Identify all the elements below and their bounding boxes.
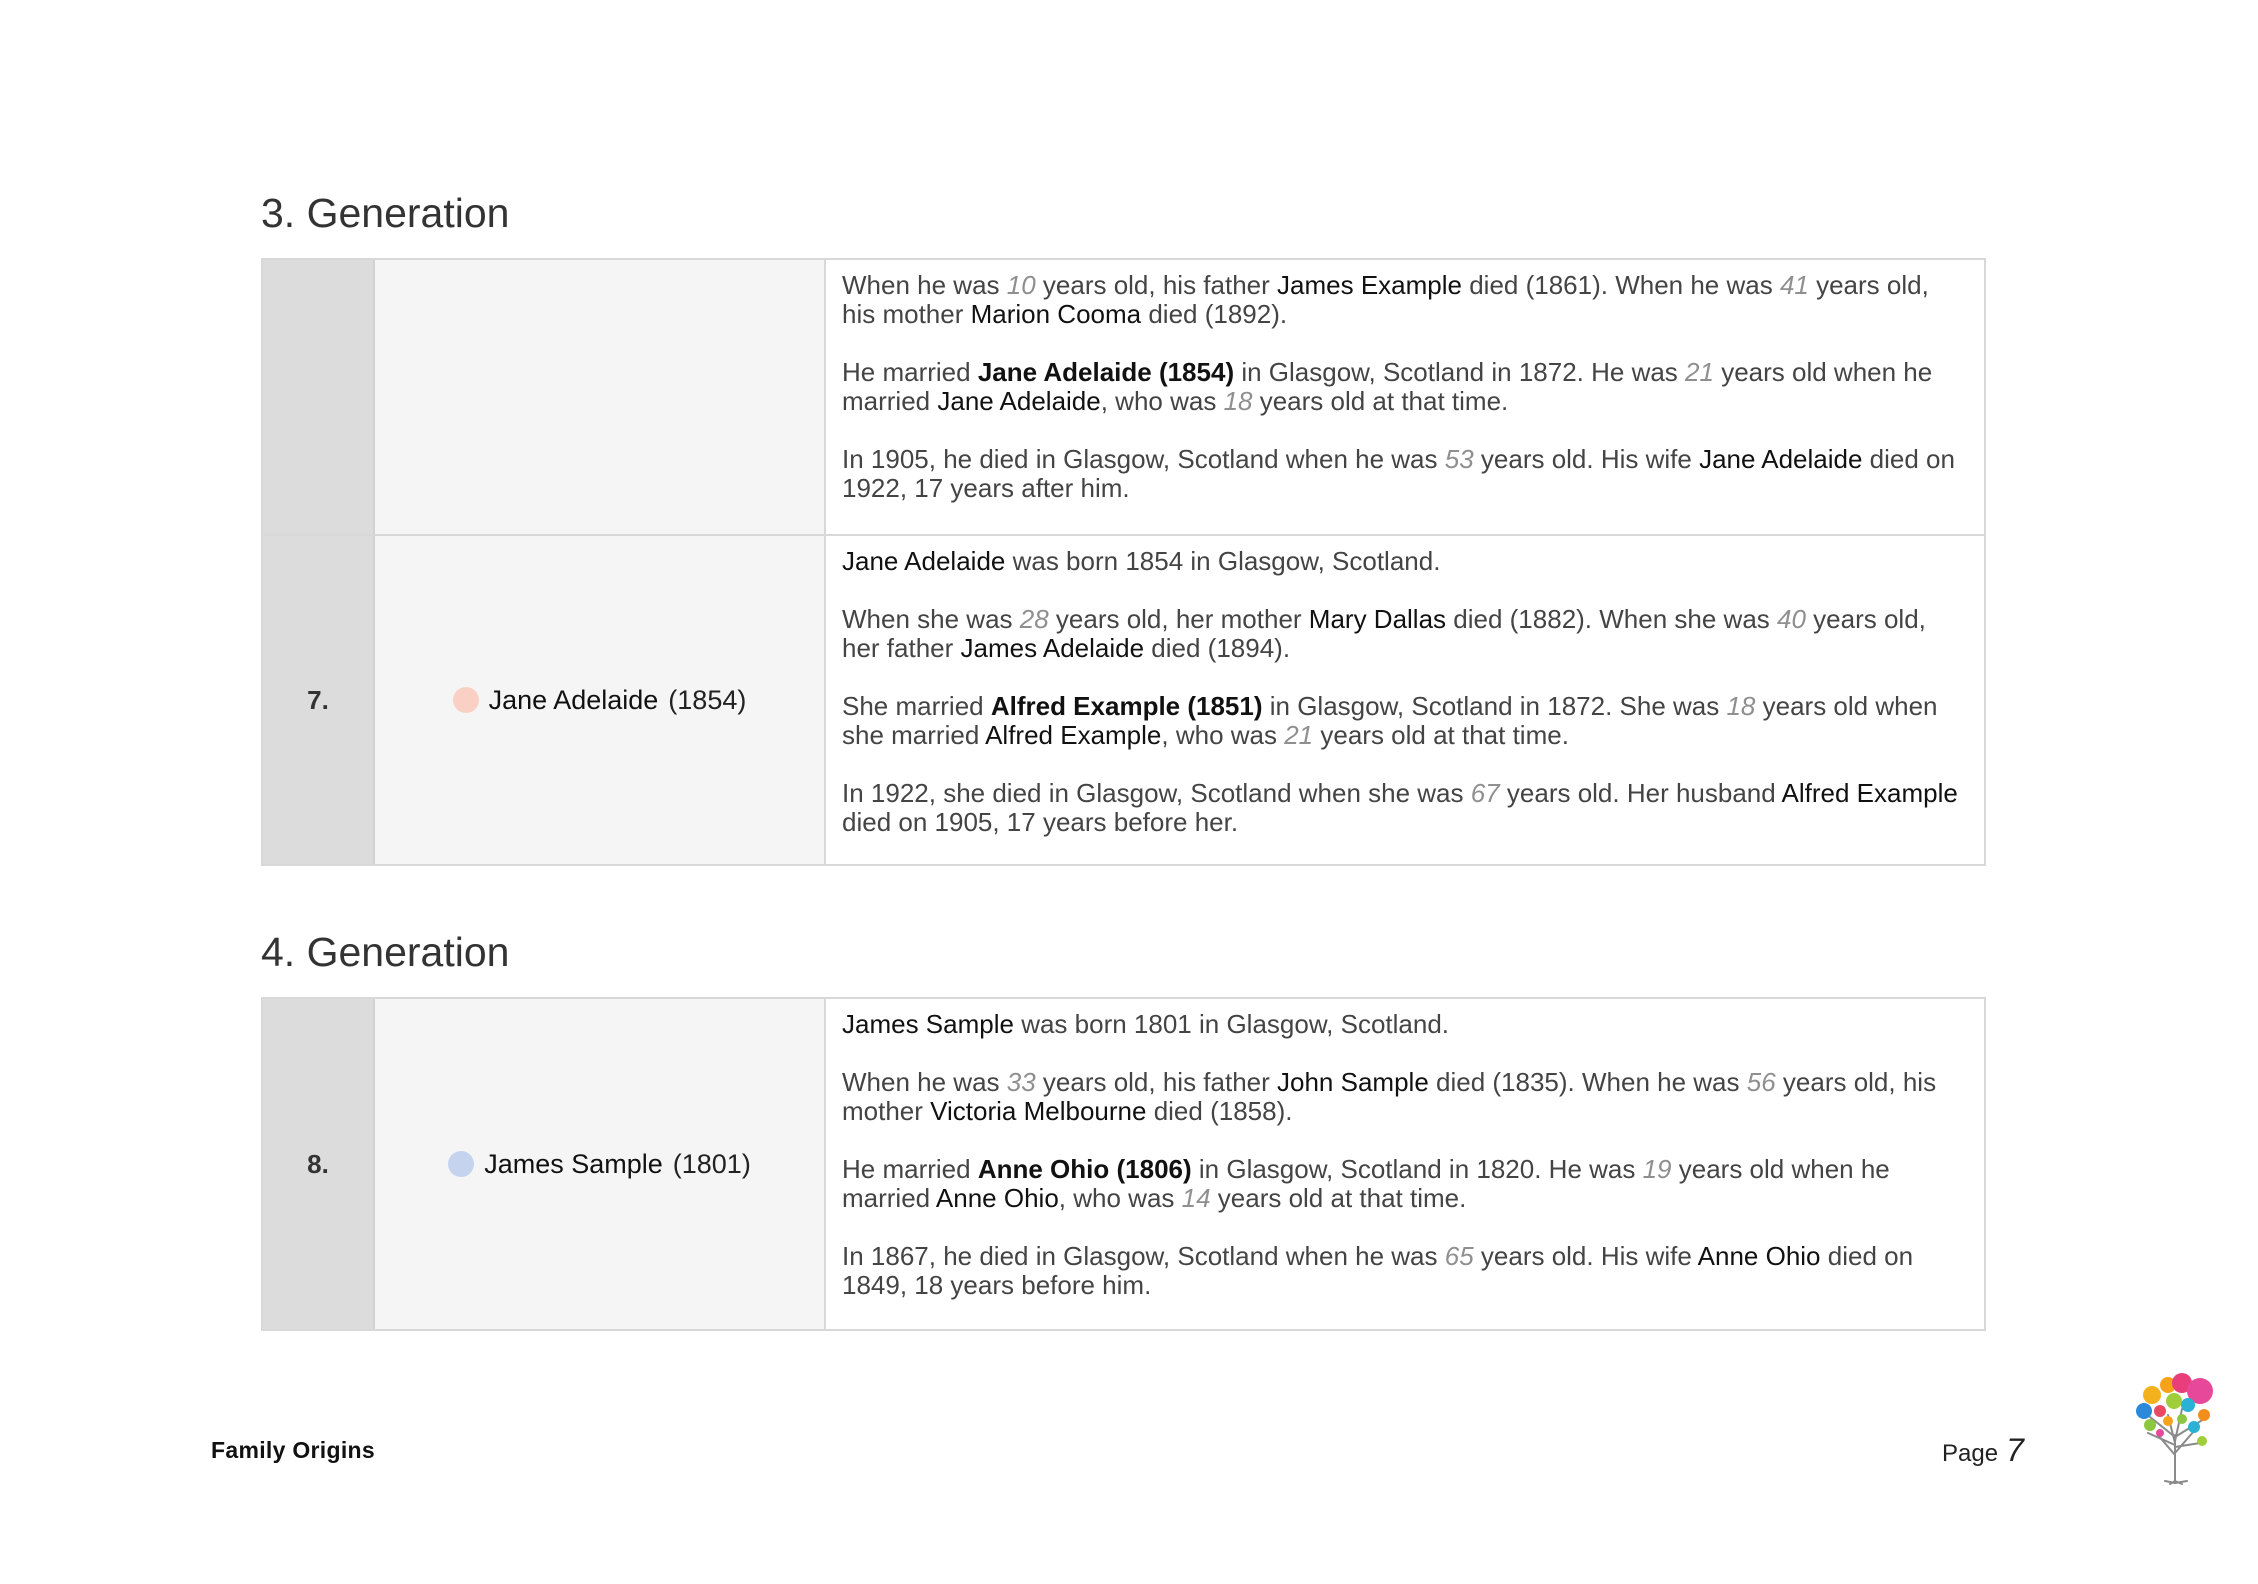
person-link[interactable]: James Adelaide xyxy=(960,633,1145,663)
generation-3-title: 3. Generation xyxy=(261,190,510,236)
biography-text-segment: in Glasgow, Scotland in 1872. She was xyxy=(1262,691,1727,721)
table-row xyxy=(263,534,1984,864)
age-value: 53 xyxy=(1444,444,1474,474)
person-link[interactable]: James Sample xyxy=(842,1009,1014,1039)
person-name-cell xyxy=(375,536,826,864)
biography-text-segment: years old, his mother xyxy=(842,270,1929,329)
generation-3-table xyxy=(261,258,1986,866)
biography-text-segment: He married xyxy=(842,1154,978,1184)
person-link[interactable]: Alfred Example xyxy=(985,720,1162,750)
person-dot-icon xyxy=(448,1151,474,1177)
biography-text-segment: years old, his mother xyxy=(842,1067,1937,1126)
biography-paragraph xyxy=(842,1242,1968,1300)
person-link[interactable]: Jane Adelaide xyxy=(937,386,1101,416)
person-link[interactable]: Jane Adelaide xyxy=(1699,444,1863,474)
biography-text xyxy=(826,999,1984,1329)
page-number: 7 xyxy=(2006,1432,2024,1468)
biography-text-segment: years old at that time. xyxy=(1210,1183,1467,1213)
biography-text-segment: years old when he married xyxy=(842,1154,1890,1213)
age-value: 56 xyxy=(1746,1067,1776,1097)
biography-text xyxy=(826,536,1984,864)
biography-paragraph xyxy=(842,692,1968,750)
person-link[interactable]: Alfred Example (1851) xyxy=(990,691,1263,721)
person-birth-year: (1854) xyxy=(668,684,747,715)
biography-paragraph xyxy=(842,445,1968,503)
age-value: 65 xyxy=(1444,1241,1474,1271)
biography-text xyxy=(826,260,1984,534)
table-row xyxy=(263,999,1984,1329)
age-value: 21 xyxy=(1685,357,1714,387)
person-link[interactable]: Jane Adelaide (1854) xyxy=(977,357,1235,387)
biography-text-segment: died (1858). xyxy=(1146,1096,1293,1126)
age-value: 28 xyxy=(1019,604,1049,634)
biography-text-segment: years old, her mother xyxy=(1048,604,1309,634)
generation-4-title: 4. Generation xyxy=(261,929,510,975)
biography-text-segment: in Glasgow, Scotland in 1872. He was xyxy=(1234,357,1686,387)
footer-title: Family Origins xyxy=(211,1437,375,1463)
biography-text-segment: years old, his father xyxy=(1035,270,1278,300)
biography-paragraph xyxy=(842,605,1968,663)
age-value: 18 xyxy=(1223,386,1253,416)
biography-text-segment: years old at that time. xyxy=(1313,720,1569,750)
biography-text-segment: She married xyxy=(842,691,991,721)
person-name-cell xyxy=(375,260,826,534)
age-value: 14 xyxy=(1181,1183,1211,1213)
person-link[interactable]: Alfred Example xyxy=(1781,778,1958,808)
biography-text-segment: in Glasgow, Scotland in 1820. He was xyxy=(1191,1154,1643,1184)
person-link[interactable]: John Sample xyxy=(1277,1067,1429,1097)
age-value: 18 xyxy=(1726,691,1756,721)
biography-text-segment: When he was xyxy=(842,1067,1007,1097)
biography-paragraph xyxy=(842,1010,1968,1039)
biography-text-segment: died (1835). When he was xyxy=(1428,1067,1747,1097)
biography-text-segment: He married xyxy=(842,357,978,387)
biography-text-segment: died on 1905, 17 years before her. xyxy=(842,807,1239,837)
biography-text-segment: died (1882). When she was xyxy=(1446,604,1778,634)
age-value: 40 xyxy=(1777,604,1806,634)
generation-4-table xyxy=(261,997,1986,1331)
person-name[interactable]: James Sample xyxy=(484,1148,663,1179)
biography-text-segment: died (1894). xyxy=(1144,633,1291,663)
age-value: 21 xyxy=(1284,720,1314,750)
biography-text-segment: When she was xyxy=(842,604,1020,634)
biography-text-segment: In 1922, she died in Glasgow, Scotland when she was xyxy=(842,778,1471,808)
biography-text-segment: years old. His wife xyxy=(1473,1241,1698,1271)
biography-text-segment: was born 1801 in Glasgow, Scotland. xyxy=(1013,1009,1450,1039)
biography-paragraph xyxy=(842,271,1968,329)
age-value: 10 xyxy=(1006,270,1036,300)
person-birth-year: (1801) xyxy=(672,1148,751,1179)
biography-text-segment: In 1867, he died in Glasgow, Scotland when he was xyxy=(842,1241,1445,1271)
person-name[interactable]: Jane Adelaide xyxy=(488,684,659,715)
age-value: 33 xyxy=(1006,1067,1036,1097)
person-link[interactable]: Anne Ohio xyxy=(1697,1241,1821,1271)
biography-text-segment: years old, her father xyxy=(842,604,1926,663)
biography-paragraph xyxy=(842,1068,1968,1126)
biography-text-segment: years old when he married xyxy=(842,357,1933,416)
table-row xyxy=(263,260,1984,534)
biography-text-segment: , who was xyxy=(1058,1183,1182,1213)
biography-text-segment: In 1905, he died in Glasgow, Scotland when he was xyxy=(842,444,1445,474)
person-link[interactable]: James Example xyxy=(1277,270,1462,300)
biography-text-segment: years old, his father xyxy=(1035,1067,1278,1097)
family-tree-logo-icon xyxy=(2130,1365,2220,1485)
person-name-cell xyxy=(375,999,826,1329)
page-label: Page xyxy=(1942,1440,1999,1467)
biography-text-segment: years old when she married xyxy=(842,691,1938,750)
biography-paragraph xyxy=(842,358,1968,416)
person-link[interactable]: Mary Dallas xyxy=(1308,604,1447,634)
biography-text-segment: years old. His wife xyxy=(1473,444,1700,474)
age-value: 67 xyxy=(1470,778,1500,808)
person-link[interactable]: Victoria Melbourne xyxy=(930,1096,1147,1126)
person-dot-icon xyxy=(453,687,479,713)
person-link[interactable]: Jane Adelaide xyxy=(842,546,1006,576)
person-number: 8. xyxy=(263,999,375,1329)
person-number: 7. xyxy=(263,536,375,864)
biography-text-segment: was born 1854 in Glasgow, Scotland. xyxy=(1005,546,1441,576)
biography-text-segment: When he was xyxy=(842,270,1007,300)
person-link[interactable]: Anne Ohio xyxy=(935,1183,1059,1213)
age-value: 41 xyxy=(1779,270,1809,300)
biography-paragraph xyxy=(842,547,1968,576)
biography-text-segment: years old at that time. xyxy=(1252,386,1509,416)
biography-paragraph xyxy=(842,1155,1968,1213)
biography-text-segment: years old. Her husband xyxy=(1499,778,1782,808)
biography-text-segment: died (1892). xyxy=(1141,299,1288,329)
person-link[interactable]: Anne Ohio (1806) xyxy=(977,1154,1192,1184)
biography-text-segment: died on 1849, 18 years before him. xyxy=(842,1241,1914,1300)
biography-text-segment: , who was xyxy=(1100,386,1224,416)
page-indicator xyxy=(1942,1432,2024,1469)
biography-text-segment: , who was xyxy=(1161,720,1285,750)
biography-text-segment: died on 1922, 17 years after him. xyxy=(842,444,1955,503)
person-link[interactable]: Marion Cooma xyxy=(970,299,1142,329)
age-value: 19 xyxy=(1642,1154,1672,1184)
biography-text-segment: died (1861). When he was xyxy=(1461,270,1780,300)
biography-paragraph xyxy=(842,779,1968,837)
person-number xyxy=(263,260,375,534)
